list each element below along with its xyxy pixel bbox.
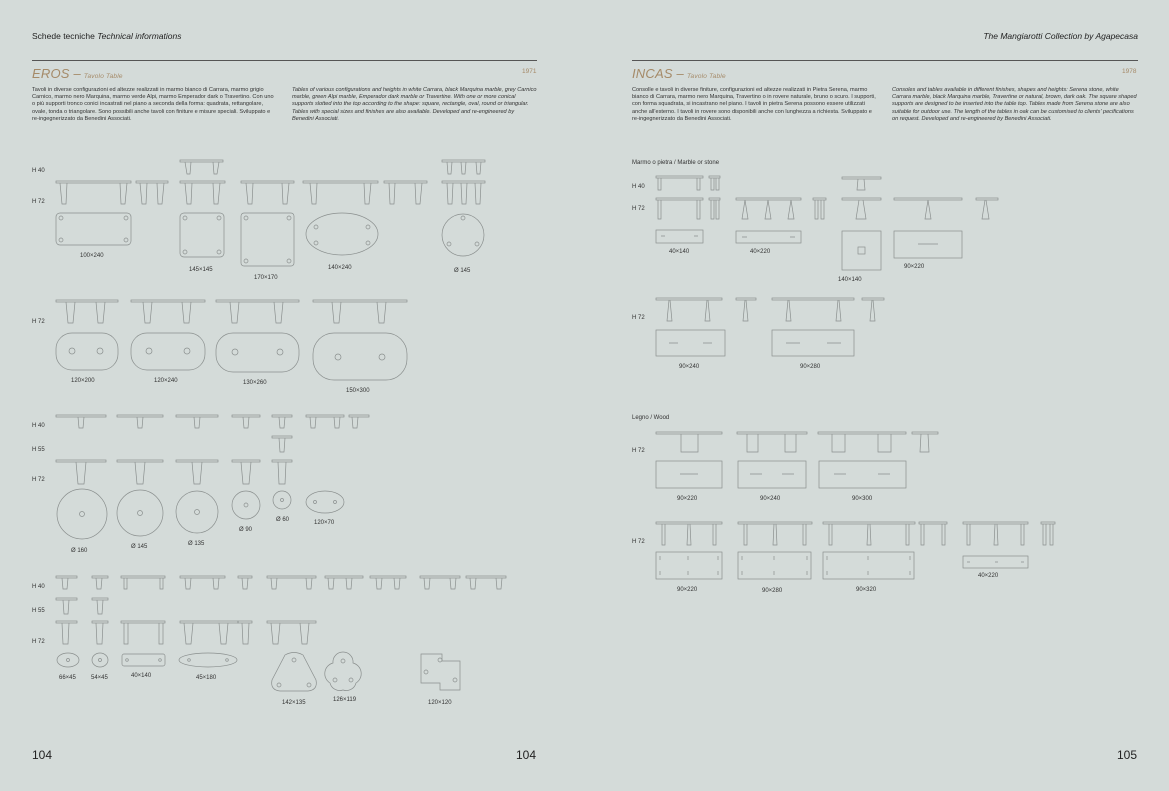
- incas-h72-b: H 72: [632, 315, 645, 321]
- incas-h72-d: H 72: [632, 539, 645, 545]
- eros-title-text: EROS –: [32, 66, 81, 81]
- incas-text-it: Consolle e tavoli in diverse finiture, configurazioni ed altezze realizzati in Pietra Serena, marmo bianco di Carrara, marmo nero Marquina, Travertino o in rovere naturale, bruno o scuro. I supporti, con forma squadrata, si incastrano nel piano. I tavoli in pietra Serena possono essere utilizzati anche all'esterno. I tavoli in rovere sono disponibili anche con lunghezza a richiesta. Sviluppato e re-ingegnerizzato da Benedini Associati.: [632, 87, 876, 122]
- dim-label: 120×70: [314, 520, 335, 526]
- header-left-italic: Technical informations: [97, 31, 182, 41]
- eros-subtitle: Tavolo Table: [83, 73, 123, 80]
- dim-label: Ø 145: [131, 544, 148, 550]
- dim-label: 120×120: [428, 700, 452, 706]
- dim-label: 140×240: [328, 265, 352, 271]
- eros-h40-c: H 40: [32, 584, 45, 590]
- dim-label: 90×220: [677, 587, 698, 593]
- dim-label: 90×300: [852, 496, 873, 502]
- dim-label: Ø 145: [454, 268, 471, 274]
- incas-subtitle: Tavolo Table: [686, 73, 726, 80]
- dim-label: Ø 160: [71, 548, 88, 554]
- dim-label: Ø 90: [239, 527, 253, 533]
- dim-label: 130×260: [243, 380, 267, 386]
- eros-row2: [56, 300, 407, 380]
- dim-label: 120×240: [154, 378, 178, 384]
- header-left-main: Schede tecniche: [32, 31, 95, 41]
- dim-label: 45×180: [196, 675, 217, 681]
- incas-year: 1978: [1122, 68, 1137, 75]
- eros-h72-d: H 72: [32, 639, 45, 645]
- dim-label: 120×200: [71, 378, 95, 384]
- dim-label: 140×140: [838, 277, 862, 283]
- dim-label: 90×240: [679, 364, 700, 370]
- dim-label: 145×145: [189, 267, 213, 273]
- dim-label: 90×240: [760, 496, 781, 502]
- page-number-center: 104: [516, 748, 537, 762]
- eros-text-en: Tables of various configurations and heights in white Carrara, black Marquina marble, grey Carnico marble, green Alpi marble, Emperador dark marble or Travertine. With one or more conical supports slotted into the top according to the shape: square, rectangle, oval, round or triangular. Tables with special sizes and finishes are also available. Developed and re-engineered by Benedini Associati.: [292, 87, 537, 122]
- incas-h72-a: H 72: [632, 206, 645, 212]
- incas-h40: H 40: [632, 184, 645, 190]
- incas-stone: [656, 176, 998, 356]
- dim-label: 54×45: [91, 675, 108, 681]
- dim-label: 142×135: [282, 700, 306, 706]
- eros-year: 1971: [522, 68, 537, 75]
- eros-h55-a: H 55: [32, 447, 45, 453]
- header-right: The Mangiarotti Collection by Agapecasa: [983, 31, 1138, 41]
- dim-label: 90×320: [856, 587, 877, 593]
- dim-label: 40×140: [131, 673, 152, 679]
- eros-h72-a: H 72: [32, 199, 45, 205]
- page-number-left: 104: [32, 748, 53, 762]
- dim-label: 66×45: [59, 675, 76, 681]
- eros-h40-a: H 40: [32, 168, 45, 174]
- eros-row1-elevations: [56, 160, 485, 204]
- dim-label: 170×170: [254, 275, 278, 281]
- dim-label: 100×240: [80, 253, 104, 259]
- dim-label: 40×220: [978, 573, 999, 579]
- dim-label: Ø 60: [276, 517, 290, 523]
- dim-label: 90×220: [904, 264, 925, 270]
- incas-title-text: INCAS –: [632, 66, 684, 81]
- incas-section-wood: Legno / Wood: [632, 415, 670, 421]
- eros-text-it: Tavoli in diverse configurazioni ed altezze realizzati in marmo bianco di Carrara, marmo grigio Carnico, marmo nero Marquina, marmo verde Alpi, marmo Emperador dark o Travertino. Con uno o più supporti tronco conici incastrati nel piano a seconda della forma: quadrata, rettangolare, ovale, tonda o triangolare. Sono possibili anche tavoli con finiture e misure speciali. Sviluppato e re-ingegnerizzato da Benedini Associati.: [32, 87, 274, 122]
- incas-section-stone: Marmo o pietra / Marble or stone: [632, 160, 720, 166]
- dim-label: 40×140: [669, 249, 690, 255]
- eros-row1-plans: [56, 213, 484, 266]
- dim-label: 90×280: [800, 364, 821, 370]
- dim-label: 40×220: [750, 249, 771, 255]
- dim-label: 150×300: [346, 388, 370, 394]
- eros-h72-c: H 72: [32, 477, 45, 483]
- dim-label: 90×280: [762, 588, 783, 594]
- incas-wood: [656, 432, 1055, 579]
- incas-text-en: Consoles and tables available in different finishes, shapes and heights: Serena stone, white Carrara marble, black Marquina marble, Travertine or natural, brown, dark oak. The square shaped supports are designed to be inserted into the table top. Tables made from Serena stone are also suitable for outdoor use. The length of the tables in oak can be customised to clients' pecifications on request. Developed and re-engineered by Benedini Associati.: [892, 87, 1137, 122]
- eros-h40-b: H 40: [32, 423, 45, 429]
- eros-h72-b: H 72: [32, 319, 45, 325]
- page-number-right: 105: [1117, 748, 1138, 762]
- dim-label: Ø 135: [188, 541, 205, 547]
- eros-row4: [56, 576, 506, 691]
- incas-h72-c: H 72: [632, 448, 645, 454]
- eros-h55-b: H 55: [32, 608, 45, 614]
- dim-label: 126×119: [333, 697, 357, 703]
- dim-label: 90×220: [677, 496, 698, 502]
